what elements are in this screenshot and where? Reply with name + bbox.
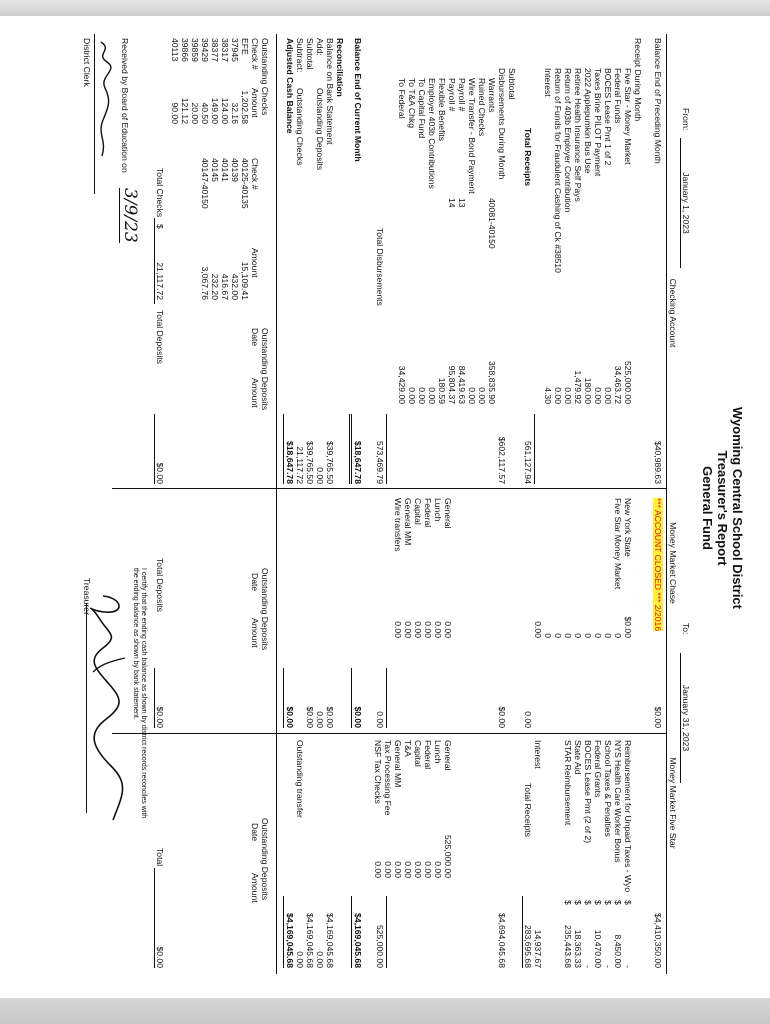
five-receipt-label: State Aid [573,740,583,775]
chase-adjusted: $0.00 [285,706,295,728]
five-subtotal2: $4,169,045.68 [305,913,315,968]
check-number: EFE [240,38,250,55]
five-total: $0.00 [155,946,165,968]
five-receipt-amount: - [603,965,613,968]
chase-zero: 0 [573,633,583,638]
out-checks-heading: Outstanding Checks [260,38,270,116]
five-receipt-label: Reimbursement for Unpaid Taxes - Wyo [623,740,633,893]
checking-disb-label: To Federal [397,78,407,119]
chase-zero: 0 [563,633,573,638]
check-number: 40147-40150 [200,158,210,209]
out-checks-label: Outstanding Checks [295,88,305,166]
chase-bank-bal: $0.00 [325,706,335,728]
chase-out-dep: 0.00 [315,711,325,728]
checking-disb-label: Payroll # [447,78,457,112]
five-receipt-label: School Taxes & Penalties [603,740,613,837]
check-number: 39429 [200,38,210,62]
to-date: January 31, 2023 [680,653,691,783]
chase-total-deposits-label: Total Deposits [155,558,165,612]
checking-disb-ref: 14 [447,198,457,208]
five-disb-label: General MM [393,740,403,788]
check-amount: 40.50 [200,102,210,124]
check-number: 40113 [170,38,180,62]
ck-total-deposits-label: Total Deposits [155,310,165,364]
balance-bank-label: Balance on Bank Statement [325,38,335,145]
checking-disb-label: Flexible Benefits [437,78,447,142]
amount-col-1: Amount [250,88,260,118]
five-disb-label: Tax Processing Fee [383,740,393,816]
checking-disb-amount: 0.00 [477,387,487,404]
check-number: 40141 [220,158,230,182]
chase-disb-amount: 0.00 [433,621,443,638]
five-receipt-currency: $ [593,900,603,905]
checking-receipt-amount: 0.00 [593,387,603,404]
check-amount: 90.00 [170,102,180,124]
clerk-signature [93,36,115,176]
bal-current-rule-2 [349,414,350,484]
chase-subtotal: $0.00 [497,706,507,728]
subtotal-label: Subtotal [507,68,517,100]
chase-out-deposits-heading: Outstanding Deposits [260,568,270,651]
checking-disb-label: Wire Transfer - Bond Payment [467,78,477,194]
chase-receipt-1-amt: $0.00 [623,616,633,638]
chase-zero: 0 [603,633,613,638]
treasurer-label: Treasurer [82,578,92,615]
checking-bal-prev: $40,989.63 [653,440,663,484]
check-no-col-2: Check # [250,158,260,190]
certify-text: I certify that the ending cash balance as shown by district records reconciles with the ending balance as shown by bank statement. [132,568,147,819]
five-subtotal: $4,694,045.68 [497,913,507,968]
chase-disb-label: General MM [403,498,413,546]
five-total-label: Total [155,848,165,867]
col-checking-header: Checking Account [668,278,678,348]
checking-disb-label: Payroll # [457,78,467,112]
col-five-header: Money Market Five Star [668,757,678,849]
five-disb-label: NSF Tax Checks [373,740,383,804]
checking-receipt-label: Return of Funds for Fraudulent Cashing of Ck #38510 [553,68,563,273]
chase-bal-prev: $0.00 [653,706,663,728]
add-label: Add: [315,38,325,56]
checking-disb-label: To T&A Chkg [407,78,417,128]
five-receipts-rule [522,896,523,968]
check-amount: 432.00 [230,273,240,300]
chase-bal-rule [351,668,352,728]
checking-receipt-amount: 4.30 [543,387,553,404]
five-receipt-amount: 10,470.00 [593,929,603,968]
five-total-rule [154,868,155,968]
chase-receipt-2: Five Star Money Market [613,498,623,590]
five-disb-amount: 0.00 [423,861,433,878]
check-amount: 232.20 [210,273,220,300]
checking-receipt-label: Five Star - Money Market [623,68,633,165]
five-disb-amount: 0.00 [403,861,413,878]
treasurer-line [86,603,87,813]
checking-disb-ref: 13 [457,198,467,208]
chase-total-deposits: $0.00 [155,706,165,728]
five-disb-rule [386,896,387,968]
checking-disb-amount: 358,835.90 [487,360,497,404]
checking-receipt-amount: 0.00 [553,387,563,404]
check-amount: 3,067.76 [200,266,210,300]
header-rule [666,34,667,974]
checking-receipt-amount: 1,479.92 [573,370,583,404]
received-date: 3/9/23 [120,188,140,243]
checking-receipt-label: Retiree Health Insurance Self Pays [573,68,583,202]
chase-disb-amount: 0.00 [413,621,423,638]
five-adjusted-rule [283,896,284,968]
check-amount: 20.00 [190,102,200,124]
chase-disb-label: Federal [423,498,433,528]
five-bal-prev: $4,410,350.00 [653,913,663,968]
fund-title: General Fund [700,466,715,550]
check-no-col-1: Check # [250,38,260,70]
five-disb-amount: 0.00 [373,861,383,878]
five-receipt-currency: $ [563,900,573,905]
checking-out-dep: 0.00 [315,467,325,484]
check-number: 39859 [190,38,200,62]
ck-out-deposits-heading: Outstanding Deposits [260,328,270,411]
chase-receipt-2-amt: 0 [613,633,623,638]
five-disb-amount: 525,000.00 [443,834,453,878]
received-label: Received by Board of Education on [120,38,130,173]
check-amount: 1,202.58 [240,90,250,124]
five-disb-amount: 0.00 [413,861,423,878]
five-total-receipts-label: Total Receipts [523,783,533,837]
chase-adjusted-rule [283,668,284,728]
chase-disb-amount: 0.00 [443,621,453,638]
five-disb-amount: 0.00 [393,861,403,878]
receipt-during-label: Receipt During Month [633,38,643,122]
five-receipt-currency: $ [583,900,593,905]
five-dep-amount-col: Amount [250,873,260,903]
chase-disb-label: Capital [413,498,423,525]
five-disb-amount: 0.00 [383,861,393,878]
subtract-label: Subtract: [295,38,305,73]
checking-disb-label: Employer 403b Contributions [427,78,437,189]
checking-disb-label: Warrants [487,78,497,113]
recon-rule [276,34,277,974]
balance-prev-label: Balance End of Preceding Month [653,38,663,164]
five-receipt-amount: - [583,965,593,968]
five-receipt-label: Federal Grants [593,740,603,798]
check-amount: 124.00 [220,97,230,124]
chase-total-dep-rule [154,668,155,728]
total-disb-label: Total Disbursements [375,228,385,306]
checking-total-receipts: 561,127.94 [523,440,533,484]
to-label: To: [681,623,691,635]
five-disb-label: General [443,740,453,771]
report-title: Treasurer's Report [715,450,730,566]
five-receipt-amount: 8,450.00 [613,934,623,968]
check-amount: 149.00 [210,97,220,124]
ck-dep-amount-col: Amount [250,378,260,408]
ck-total-deposits: $0.00 [155,462,165,484]
checking-receipt-amount: 525,000.00 [623,360,633,404]
chase-zero: 0 [593,633,603,638]
checking-receipt-label: Interest [543,68,553,97]
rotated-report-page [55,28,755,988]
out-deposits-label: Outstanding Deposits [315,88,325,171]
divider-right [112,733,667,734]
balance-current-label: Balance End of Current Month [353,38,363,162]
checking-disb-amount: 34,429.00 [397,365,407,404]
checking-subtotal2: $39,765.50 [305,440,315,484]
five-disb-label: T&A [403,740,413,757]
check-number: 40125-40135 [240,158,250,209]
five-dep-date-col: Date [250,823,260,842]
check-number: 38317 [220,38,230,62]
ck-total-dep-rule [154,414,155,484]
chase-disb-amount: 0.00 [393,621,403,638]
total-checks-rule [154,218,155,304]
checking-disb-amount: 95,804.37 [447,365,457,404]
bal-current-rule [351,414,352,484]
chase-zero: 0 [543,633,553,638]
reconciliation-label: Reconciliation [335,38,345,97]
out-transfer-label: Outstanding transfer [295,740,305,818]
district-title: Wyoming Central School District [730,406,745,609]
five-receipt-currency: $ [603,900,613,905]
adjusted-rule [283,414,284,484]
five-receipt-label: NYS Health Care Worker Bonus [613,740,623,863]
checking-disb-ref: 40081-40150 [487,198,497,249]
chase-total-disb: 0.00 [375,711,385,728]
checking-bal-current: $18,647.78 [353,440,363,484]
five-interest-label: Interest [533,740,543,769]
checking-bank-bal: $39,765.50 [325,440,335,484]
scan-bottom-edge [0,998,770,1024]
ck-dep-date-col: Date [250,328,260,347]
five-total-receipts: 283,695.68 [523,924,533,968]
checking-disb-label: To Capital Fund [417,78,427,139]
five-out-deposits-heading: Outstanding Deposits [260,818,270,901]
checking-disb-amount: 180.59 [437,377,447,404]
total-checks-label: Total Checks [155,168,165,218]
checking-subtotal: $602,117.57 [497,436,507,484]
five-adjusted: $4,169,045.68 [285,913,295,968]
five-receipt-label: STAR Reimbursement [563,740,573,826]
check-amount: 416.67 [220,273,230,300]
chase-total-receipts: 0.00 [523,711,533,728]
five-out-dep: 0.00 [315,951,325,968]
chase-zero: 0 [553,633,563,638]
check-number: 38377 [210,38,220,62]
total-checks-dollar: $ [155,224,165,229]
adjusted-label: Adjusted Cash Balance [285,38,295,134]
five-interest: 14,937.67 [533,929,543,968]
five-disb-label: Capital [413,740,423,767]
check-number: 40139 [230,158,240,182]
checking-adjusted: $18,647.78 [285,440,295,484]
five-bank-bal: $4,169,045.68 [325,913,335,968]
checking-receipt-amount: 34,463.72 [613,365,623,404]
five-disb-amount: 0.00 [433,861,443,878]
five-out-transfer: 0.00 [295,951,305,968]
district-clerk-label: District Clerk [82,38,92,87]
disbursements-label: Disbursements During Month [497,68,507,180]
chase-disb-rule [386,668,387,728]
checking-disb-amount: 0.00 [417,387,427,404]
total-receipts-label: Total Receipts [523,128,533,187]
checking-receipt-label: BOCES Lease Pmt 1 of 2 [603,68,613,166]
chase-dep-date-col: Date [250,573,260,592]
treasurer-signature [85,588,133,828]
checking-total-disb: 573,469.79 [375,440,385,484]
chase-receipt-1: New York State [623,498,633,557]
five-receipt-amount: - [623,965,633,968]
check-number: 40145 [210,158,220,182]
five-bal-rule [351,896,352,968]
check-number: 37945 [230,38,240,62]
total-checks-amount: 21,117.72 [155,262,165,300]
chase-disb-amount: 0.00 [423,621,433,638]
five-receipt-amount: 18,363.33 [573,929,583,968]
checking-receipt-label: 2022 Applepumkin Bus Use [583,68,593,174]
five-total-disb: 525,000.00 [375,924,385,968]
col-chase-header: Money Market Chase [668,522,678,604]
checking-receipt-amount: 0.00 [603,387,613,404]
checking-out-checks: 21,117.72 [295,446,305,484]
checking-receipt-label: Taxes Brine PILOT Payment [593,68,603,177]
five-receipt-currency: $ [573,900,583,905]
subtotal2-label: Subtotal [305,38,315,70]
check-amount: 121.12 [180,97,190,124]
chase-zero: 0 [583,633,593,638]
checking-receipt-amount: 0.00 [563,387,573,404]
scan-top-edge [0,0,770,16]
account-closed-note: *** ACCOUNT CLOSED *** 2/2016 [653,498,663,632]
checking-disb-amount: 0.00 [407,387,417,404]
checking-disb-label: Ruined Checks [477,78,487,137]
chase-disb-amount: 0.00 [403,621,413,638]
from-date: January 1, 2023 [680,138,691,268]
chase-subtotal2: $0.00 [305,706,315,728]
amount-col-2: Amount [250,248,260,278]
clerk-line [94,34,95,194]
five-receipt-currency: $ [613,900,623,905]
check-amount: 32.16 [230,102,240,124]
five-receipt-currency: $ [623,900,633,905]
chase-disb-label: General [443,498,453,529]
divider-left [112,488,667,489]
checking-disb-amount: 0.00 [467,387,477,404]
five-bal-current: $4,169,045.68 [353,913,363,968]
five-receipt-label: BOCES Lease Pmt (2 of 2) [583,740,593,844]
chase-dep-amount-col: Amount [250,618,260,648]
checking-disb-amount: 0.00 [427,387,437,404]
chase-disb-label: Wire transfers [393,498,403,552]
disb-rule [386,414,387,484]
checking-disb-amount: 84,419.63 [457,365,467,404]
chase-interest: 0.00 [533,621,543,638]
five-receipt-amount: 235,443.68 [563,924,573,968]
checking-receipt-label: Return of 403b Employer Contribution [563,68,573,213]
chase-bal-current: $0.00 [353,706,363,728]
from-label: From: [681,108,691,131]
chase-disb-label: Lunch [433,498,443,522]
check-amount: 15,109.41 [240,261,250,300]
checking-receipt-label: Federal Funds [613,68,623,124]
check-number: 39866 [180,38,190,62]
five-disb-label: Lunch [433,740,443,764]
five-disb-label: Federal [423,740,433,770]
receipts-rule [534,414,535,484]
checking-receipt-amount: 180.00 [583,377,593,404]
